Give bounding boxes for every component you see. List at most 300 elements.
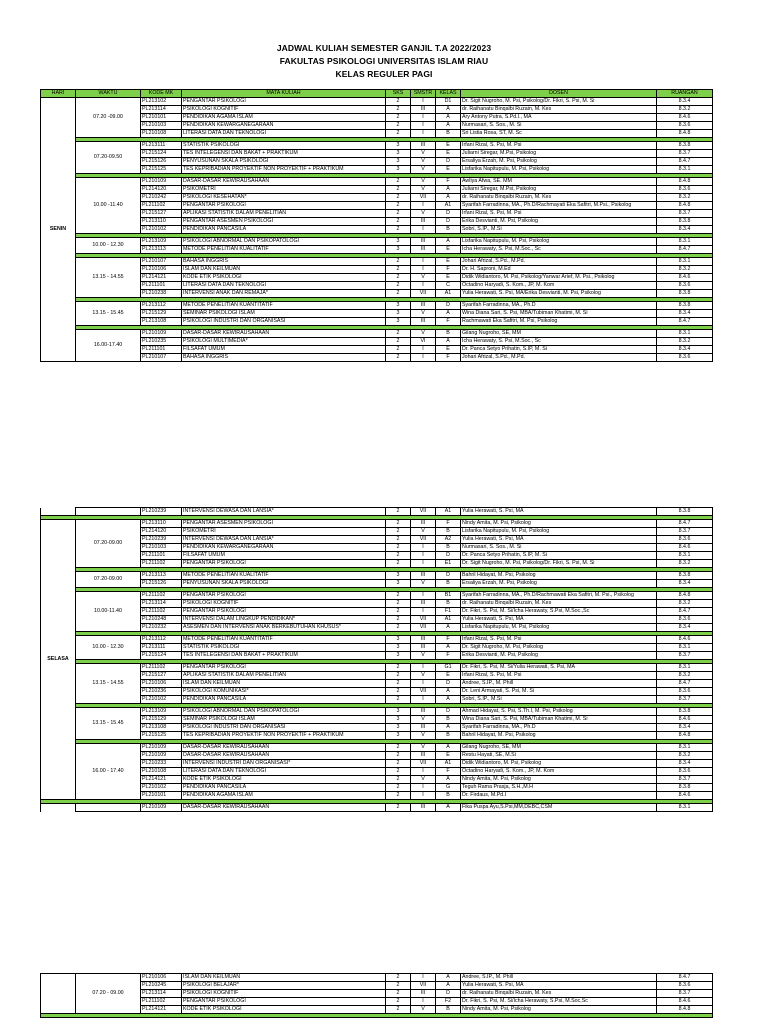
cell-sks: 2 [386, 804, 411, 812]
cell-smstr: I [411, 130, 436, 138]
cell-kelas: A1 [436, 290, 461, 298]
table-row [41, 536, 713, 544]
table-row [41, 768, 713, 776]
table-row [41, 186, 713, 194]
cell-ruangan: 8.3.7 [657, 990, 713, 998]
cell-kelas: F1 [436, 608, 461, 616]
cell-ruangan: 8.3.6 [657, 122, 713, 130]
cell-kelas: D [436, 680, 461, 688]
cell-smstr: V [411, 186, 436, 194]
cell-sks: 2 [386, 338, 411, 346]
cell-mata-kuliah: KODE ETIK PSIKOLOGI [182, 776, 386, 784]
cell-mata-kuliah: INTERVENSI INDUSTRI DAN ORGANISASI* [182, 760, 386, 768]
cell-dosen: Yulia Herawati, S. Psi, MA [461, 982, 657, 990]
cell-kode-mk: PL215126 [141, 158, 182, 166]
cell-dosen: Sri Listia Rosa, ST, M. Sc [461, 130, 657, 138]
cell-smstr: III [411, 804, 436, 812]
cell-kelas: A [436, 744, 461, 752]
cell-smstr: III [411, 600, 436, 608]
cell-sks: 2 [386, 130, 411, 138]
cell-sks: 3 [386, 580, 411, 588]
cell-dosen: dr. Raihanatu Binqalbi Ruzain, M. Kes [461, 600, 657, 608]
cell-mata-kuliah: PSIKOLOGI BELAJAR* [182, 982, 386, 990]
cell-smstr: V [411, 1006, 436, 1014]
column-header-mata-kuliah: MATA KULIAH [182, 90, 386, 98]
table-row [41, 218, 713, 226]
cell-mata-kuliah: DASAR-DASAR KEWIRAUSAHAAN [182, 752, 386, 760]
cell-smstr: I [411, 114, 436, 122]
cell-mata-kuliah: ASESMEN DAN INTERVENSI ANAK BERKEBUTUHAN KHUSUS* [182, 624, 386, 632]
cell-kode-mk: PL213113 [141, 246, 182, 254]
cell-sks: 2 [386, 114, 411, 122]
cell-kode-mk: PL213111 [141, 644, 182, 652]
cell-dosen: Nindy Amita, M. Psi, Psikolog [461, 1006, 657, 1014]
cell-mata-kuliah: PSIKOLOGI KOMUNIKASI* [182, 688, 386, 696]
cell-smstr: I [411, 282, 436, 290]
cell-smstr: V [411, 178, 436, 186]
cell-kelas: A [436, 194, 461, 202]
table-row [41, 716, 713, 724]
cell-kode-mk: PL210101 [141, 114, 182, 122]
cell-ruangan: 8.3.4 [657, 580, 713, 588]
cell-dosen: Johari Afrizal, S.Pd., M.Pd. [461, 258, 657, 266]
cell-kelas: E [436, 166, 461, 174]
cell-smstr: III [411, 318, 436, 326]
table-row [41, 158, 713, 166]
cell-mata-kuliah: PENDIDIKAN AGAMA ISLAM [182, 114, 386, 122]
column-header-dosen: DOSEN [461, 90, 657, 98]
cell-kelas: A [436, 724, 461, 732]
cell-ruangan: 8.3.6 [657, 768, 713, 776]
cell-ruangan: 8.4.6 [657, 544, 713, 552]
cell-kode-mk: PL215129 [141, 716, 182, 724]
cell-smstr: III [411, 142, 436, 150]
cell-smstr: VII [411, 290, 436, 298]
table-row [41, 166, 713, 174]
cell-mata-kuliah: TES INTELEGENSI DAN BAKAT + PRAKTIKUM [182, 150, 386, 158]
table-row [41, 194, 713, 202]
cell-mata-kuliah: PENYUSUNAN SKALA PSIKOLOGI [182, 158, 386, 166]
cell-mata-kuliah: PENDIDIKAN PANCASILA [182, 696, 386, 704]
cell-kelas: G [436, 784, 461, 792]
cell-mata-kuliah: PENGANTAR PSIKOLOGI [182, 664, 386, 672]
cell-dosen: Dr. Leni Armayati, S. Psi, M. Si [461, 688, 657, 696]
cell-sks: 2 [386, 202, 411, 210]
cell-mata-kuliah: TES KEPRIBADIAN PROYEKTIF NON PROYEKTIF + PRAKTIKUM [182, 732, 386, 740]
time-slot: 13.15 - 15.45 [76, 708, 141, 740]
table-row [41, 508, 713, 516]
cell-ruangan: 8.3.4 [657, 760, 713, 768]
cell-kelas: B [436, 226, 461, 234]
cell-kelas: A [436, 238, 461, 246]
cell-sks: 3 [386, 716, 411, 724]
cell-sks: 2 [386, 536, 411, 544]
cell-kelas: D [436, 708, 461, 716]
cell-smstr: III [411, 752, 436, 760]
cell-mata-kuliah: STATISTIK PSIKOLOGI [182, 644, 386, 652]
cell-kelas: D [436, 572, 461, 580]
table-row [41, 318, 713, 326]
cell-ruangan: 8.3.2 [657, 338, 713, 346]
table-row [41, 776, 713, 784]
schedule-table-senin [40, 89, 713, 362]
cell-mata-kuliah: INTERVENSI DALAM LINGKUP PENDIDIKAN* [182, 616, 386, 624]
table-row [41, 150, 713, 158]
cell-sks: 2 [386, 680, 411, 688]
cell-smstr: I [411, 258, 436, 266]
table-row [41, 130, 713, 138]
cell-kode-mk: PL210109 [141, 330, 182, 338]
cell-smstr: V [411, 672, 436, 680]
cell-sks: 2 [386, 266, 411, 274]
cell-kode-mk: PL210102 [141, 696, 182, 704]
table-row [41, 732, 713, 740]
cell-kode-mk: PL210109 [141, 752, 182, 760]
cell-kode-mk: PL211102 [141, 560, 182, 568]
cell-smstr: V [411, 732, 436, 740]
cell-smstr: V [411, 158, 436, 166]
separator-row [41, 1014, 713, 1018]
cell-dosen: Dr. Sigit Nugroho, M. Psi, Psikolog/Dr. Fikri, S. Psi, M. Si [461, 98, 657, 106]
cell-kode-mk: PL213114 [141, 106, 182, 114]
cell-sks: 2 [386, 624, 411, 632]
cell-kode-mk: PL215125 [141, 732, 182, 740]
cell-kode-mk: PL213112 [141, 302, 182, 310]
cell-dosen: Yulia Herawati, S. Psi, MA [461, 536, 657, 544]
table-row [41, 178, 713, 186]
cell-mata-kuliah: LITERASI DATA DAN TEKNOLOGI [182, 768, 386, 776]
cell-dosen: Johari Afrizal, S.Pd., M.Pd. [461, 354, 657, 362]
cell-mata-kuliah: PENGANTAR PSIKOLOGI [182, 998, 386, 1006]
cell-sks: 3 [386, 238, 411, 246]
cell-dosen: Ersaliya Erzah, M. Psi, Psikolog [461, 158, 657, 166]
cell-sks: 3 [386, 732, 411, 740]
time-slot: 16.00 - 17.40 [76, 744, 141, 800]
cell-mata-kuliah: PENGANTAR PSIKOLOGI [182, 98, 386, 106]
cell-sks: 2 [386, 210, 411, 218]
cell-kode-mk: PL210106 [141, 680, 182, 688]
cell-mata-kuliah: SEMINAR PSIKOLOGI ISLAM [182, 716, 386, 724]
cell-kelas: A [436, 982, 461, 990]
cell-dosen: Dr. Fikri, S. Psi, M. Si/Icha Herawaty, S.Psi, M.Soc.,Sc [461, 608, 657, 616]
cell-ruangan: 8.3.1 [657, 258, 713, 266]
cell-sks: 2 [386, 776, 411, 784]
table-row [41, 354, 713, 362]
cell-sks: 2 [386, 608, 411, 616]
cell-sks: 2 [386, 752, 411, 760]
cell-mata-kuliah: PSIKOLOGI INDUSTRI DAN ORGANISASI [182, 724, 386, 732]
cell-ruangan: 8.3.7 [657, 210, 713, 218]
cell-dosen: Dr. Sigit Nugroho, M. Psi, Psikolog [461, 644, 657, 652]
cell-sks: 2 [386, 672, 411, 680]
cell-kode-mk: PL214120 [141, 528, 182, 536]
cell-kelas: F [436, 636, 461, 644]
schedule-table-selasa [40, 507, 713, 812]
cell-mata-kuliah: SEMINAR PSIKOLOGI ISLAM [182, 310, 386, 318]
table-row [41, 560, 713, 568]
cell-kelas: F [436, 768, 461, 776]
table-row [41, 652, 713, 660]
cell-smstr: III [411, 302, 436, 310]
cell-smstr: I [411, 784, 436, 792]
cell-kode-mk: PL211102 [141, 664, 182, 672]
column-header-kode-mk: KODE MK [141, 90, 182, 98]
cell-kode-mk: PL210242 [141, 194, 182, 202]
cell-sks: 3 [386, 158, 411, 166]
cell-kode-mk: PL210248 [141, 616, 182, 624]
cell-kode-mk: PL213108 [141, 724, 182, 732]
cell-kelas: B [436, 544, 461, 552]
cell-mata-kuliah: STATISTIK PSIKOLOGI [182, 142, 386, 150]
cell-smstr: VII [411, 760, 436, 768]
day-label: SELASA [41, 520, 76, 800]
cell-smstr: VI [411, 338, 436, 346]
cell-mata-kuliah: INTERVENSI DEWASA DAN LANSIA* [182, 508, 386, 516]
cell-ruangan: 8.3.7 [657, 696, 713, 704]
column-header-sks: SKS [386, 90, 411, 98]
cell-ruangan: 8.4.8 [657, 732, 713, 740]
cell-ruangan: 8.4.8 [657, 130, 713, 138]
cell-dosen: Teguh Rama Prasja, S.H.,M.H [461, 784, 657, 792]
cell-dosen: dr. Raihanatu Binqalbi Ruzain, M. Kes [461, 106, 657, 114]
cell-mata-kuliah: BAHASA INGGRIS [182, 258, 386, 266]
cell-smstr: III [411, 724, 436, 732]
cell-kode-mk: PL210245 [141, 982, 182, 990]
column-header-waktu: WAKTU [76, 90, 141, 98]
cell-kode-mk: PL213110 [141, 520, 182, 528]
cell-smstr: III [411, 238, 436, 246]
cell-mata-kuliah: INTERVENSI ANAK DAN REMAJA* [182, 290, 386, 298]
cell-kode-mk: PL210108 [141, 768, 182, 776]
cell-smstr: V [411, 166, 436, 174]
cell-sks: 2 [386, 194, 411, 202]
cell-smstr: V [411, 744, 436, 752]
table-row [41, 246, 713, 254]
cell-kode-mk: PL210108 [141, 130, 182, 138]
cell-ruangan: 8.3.4 [657, 98, 713, 106]
cell-mata-kuliah: METODE PENELITIAN KUALITATIF [182, 246, 386, 254]
cell-smstr: V [411, 274, 436, 282]
cell-kode-mk: PL210103 [141, 544, 182, 552]
cell-sks: 2 [386, 592, 411, 600]
cell-mata-kuliah: DASAR-DASAR KEWIRAUSAHAAN [182, 744, 386, 752]
cell-kelas: A [436, 624, 461, 632]
time-slot: 07.20 - 09.00 [76, 974, 141, 1014]
cell-sks: 3 [386, 652, 411, 660]
cell-kelas: F [436, 520, 461, 528]
cell-dosen: Yulia Herawati, S. Psi, MA/Erika Desvianti, M. Psi, Psikolog [461, 290, 657, 298]
table-row [41, 744, 713, 752]
cell-kode-mk: PL210102 [141, 784, 182, 792]
cell-sks: 2 [386, 186, 411, 194]
cell-kode-mk: PL210109 [141, 804, 182, 812]
time-slot: 16.00-17.40 [76, 330, 141, 362]
cell-ruangan: 8.3.1 [657, 330, 713, 338]
cell-mata-kuliah: DASAR-DASAR KEWIRAUSAHAAN [182, 330, 386, 338]
cell-smstr: V [411, 330, 436, 338]
cell-smstr: I [411, 122, 436, 130]
table-row [41, 572, 713, 580]
cell-dosen: Juliarni Siregar, M.Psi, Psikolog [461, 150, 657, 158]
cell-mata-kuliah: PENDIDIKAN KEWARGANEGARAAN [182, 544, 386, 552]
cell-sks: 2 [386, 696, 411, 704]
cell-kelas: E [436, 258, 461, 266]
cell-ruangan: 8.4.7 [657, 520, 713, 528]
cell-mata-kuliah: PSIKOLOGI KOGNITIF [182, 106, 386, 114]
cell-smstr: VII [411, 688, 436, 696]
cell-ruangan: 8.3.6 [657, 688, 713, 696]
cell-kode-mk: PL211101 [141, 282, 182, 290]
cell-dosen: Lisfarika Napitupulu, M. Psi, Psikolog [461, 238, 657, 246]
cell-dosen: dr. Raihanatu Binqalbi Ruzain, M. Kes [461, 990, 657, 998]
cell-mata-kuliah: APLIKASI STATISTIK DALAM PENELITIAN [182, 672, 386, 680]
cell-kelas: A1 [436, 760, 461, 768]
cell-smstr: I [411, 98, 436, 106]
cell-ruangan: 8.3.2 [657, 600, 713, 608]
cell-kode-mk: PL211102 [141, 998, 182, 1006]
table-row [41, 998, 713, 1006]
cell-smstr: I [411, 202, 436, 210]
cell-smstr: VII [411, 624, 436, 632]
cell-sks: 2 [386, 290, 411, 298]
cell-dosen: Andree, S.IP., M. Phill [461, 974, 657, 982]
cell-kode-mk: PL213114 [141, 600, 182, 608]
time-slot: 10.00 - 12.30 [76, 636, 141, 660]
cell-ruangan: 8.3.4 [657, 226, 713, 234]
cell-kelas: A [436, 338, 461, 346]
cell-ruangan: 8.3.6 [657, 282, 713, 290]
cell-kelas: D1 [436, 98, 461, 106]
cell-dosen: Lisfarika Napitupulu, M. Psi, Psikolog [461, 528, 657, 536]
table-row [41, 330, 713, 338]
cell-smstr: I [411, 544, 436, 552]
cell-kode-mk: PL210107 [141, 258, 182, 266]
cell-smstr: I [411, 266, 436, 274]
cell-dosen: Gilang Nugroho, SE, MM [461, 330, 657, 338]
cell-ruangan: 8.3.2 [657, 560, 713, 568]
cell-ruangan: 8.3.8 [657, 572, 713, 580]
cell-sks: 2 [386, 792, 411, 800]
time-slot: 07.20-09.00 [76, 572, 141, 588]
table-row [41, 302, 713, 310]
cell-smstr: I [411, 998, 436, 1006]
cell-smstr: I [411, 696, 436, 704]
cell-smstr: III [411, 218, 436, 226]
cell-dosen: dr. Raihanatu Binqalbi Ruzain, M. Kes [461, 194, 657, 202]
table-row [41, 636, 713, 644]
table-row [41, 784, 713, 792]
cell-smstr: I [411, 792, 436, 800]
cell-smstr: V [411, 652, 436, 660]
cell-dosen: Irfani Rizal, S. Psi, M. Psi [461, 636, 657, 644]
cell-ruangan: 8.3.6 [657, 536, 713, 544]
cell-sks: 2 [386, 218, 411, 226]
cell-dosen: Didik Widiantoro, M. Psi, Psikolog [461, 760, 657, 768]
cell-smstr: III [411, 106, 436, 114]
table-row [41, 982, 713, 990]
cell-kelas: A2 [436, 536, 461, 544]
cell-sks: 2 [386, 98, 411, 106]
cell-kode-mk: PL210239 [141, 536, 182, 544]
cell-mata-kuliah: PSIKOLOGI ABNORMAL DAN PSIKOPATOLOGI [182, 708, 386, 716]
table-row [41, 1006, 713, 1014]
cell-mata-kuliah: ISLAM DAN KEILMUAN [182, 266, 386, 274]
table-row [41, 708, 713, 716]
cell-sks: 2 [386, 744, 411, 752]
cell-kode-mk: PL213109 [141, 238, 182, 246]
time-slot: 13.15 - 15.45 [76, 302, 141, 326]
cell-sks: 2 [386, 768, 411, 776]
cell-mata-kuliah: PENGANTAR ASESMEN PSIKOLOGI [182, 218, 386, 226]
table-row [41, 520, 713, 528]
cell-sks: 3 [386, 318, 411, 326]
cell-sks: 2 [386, 258, 411, 266]
cell-kelas: E [436, 246, 461, 254]
cell-kelas: A1 [436, 616, 461, 624]
cell-kelas: A [436, 114, 461, 122]
cell-ruangan: 8.3.7 [657, 528, 713, 536]
cell-dosen: Fika Puspa Ayu,S.Psi,MM,DEBC,CSM [461, 804, 657, 812]
cell-kode-mk: PL210106 [141, 974, 182, 982]
cell-dosen: Bahril Hidayat, M. Psi, Psikolog [461, 732, 657, 740]
cell-ruangan: 8.3.8 [657, 784, 713, 792]
cell-sks: 2 [386, 508, 411, 516]
cell-dosen: Syarifah Farradinna, MA., Ph.D/Rachmayati Eka Safitri, M.Psi., Psikolog [461, 202, 657, 210]
cell-smstr: I [411, 608, 436, 616]
table-row [41, 210, 713, 218]
table-row [41, 616, 713, 624]
cell-sks: 2 [386, 544, 411, 552]
cell-sks: 2 [386, 688, 411, 696]
cell-kelas: E [436, 752, 461, 760]
cell-mata-kuliah: FILSAFAT UMUM [182, 552, 386, 560]
cell-kelas: D [436, 218, 461, 226]
cell-dosen: Didik Widiantoro, M. Psi, Psikolog/Yanwar Arief, M. Psi., Psikolog [461, 274, 657, 282]
cell-kode-mk: PL211102 [141, 202, 182, 210]
cell-kode-mk: PL210103 [141, 122, 182, 130]
time-slot: 07.20-09.50 [76, 142, 141, 174]
cell-ruangan: 8.3.1 [657, 238, 713, 246]
cell-dosen: Yulia Herawati, S. Psi, MA [461, 508, 657, 516]
cell-sks: 2 [386, 998, 411, 1006]
cell-kode-mk: PL213114 [141, 990, 182, 998]
cell-mata-kuliah: TES INTELEGENSI DAN BAKAT + PRAKTIKUM [182, 652, 386, 660]
cell-ruangan: 8.3.4 [657, 624, 713, 632]
cell-dosen: Dr. H. Saproni, M.Ed [461, 266, 657, 274]
cell-kelas: A1 [436, 202, 461, 210]
time-slot: 13.15 - 14.55 [76, 664, 141, 704]
cell-kelas: E [436, 150, 461, 158]
cell-dosen: Wina Diana Sari, S. Psi, MBA/Tubiman Khatimi, M. Si [461, 310, 657, 318]
cell-kode-mk: PL213102 [141, 98, 182, 106]
cell-sks: 2 [386, 274, 411, 282]
cell-dosen: Irfani Rizal, S. Psi, M. Psi [461, 210, 657, 218]
cell-smstr: I [411, 592, 436, 600]
cell-kelas: C [436, 282, 461, 290]
cell-dosen: Icha Herawaty, S. Psi, M.Soc., Sc [461, 246, 657, 254]
table-row [41, 310, 713, 318]
cell-smstr: III [411, 520, 436, 528]
cell-smstr: III [411, 246, 436, 254]
cell-dosen: Dr. Panca Setyo Prihatin, S.IP, M. Si [461, 552, 657, 560]
table-row [41, 290, 713, 298]
cell-kelas: B1 [436, 592, 461, 600]
column-header-smstr: SMSTR [411, 90, 436, 98]
table-row [41, 552, 713, 560]
cell-sks: 3 [386, 302, 411, 310]
cell-kelas: B [436, 792, 461, 800]
cell-dosen: Wina Diana Sari, S. Psi, MBA/Tubiman Khatimi, M. Si [461, 716, 657, 724]
